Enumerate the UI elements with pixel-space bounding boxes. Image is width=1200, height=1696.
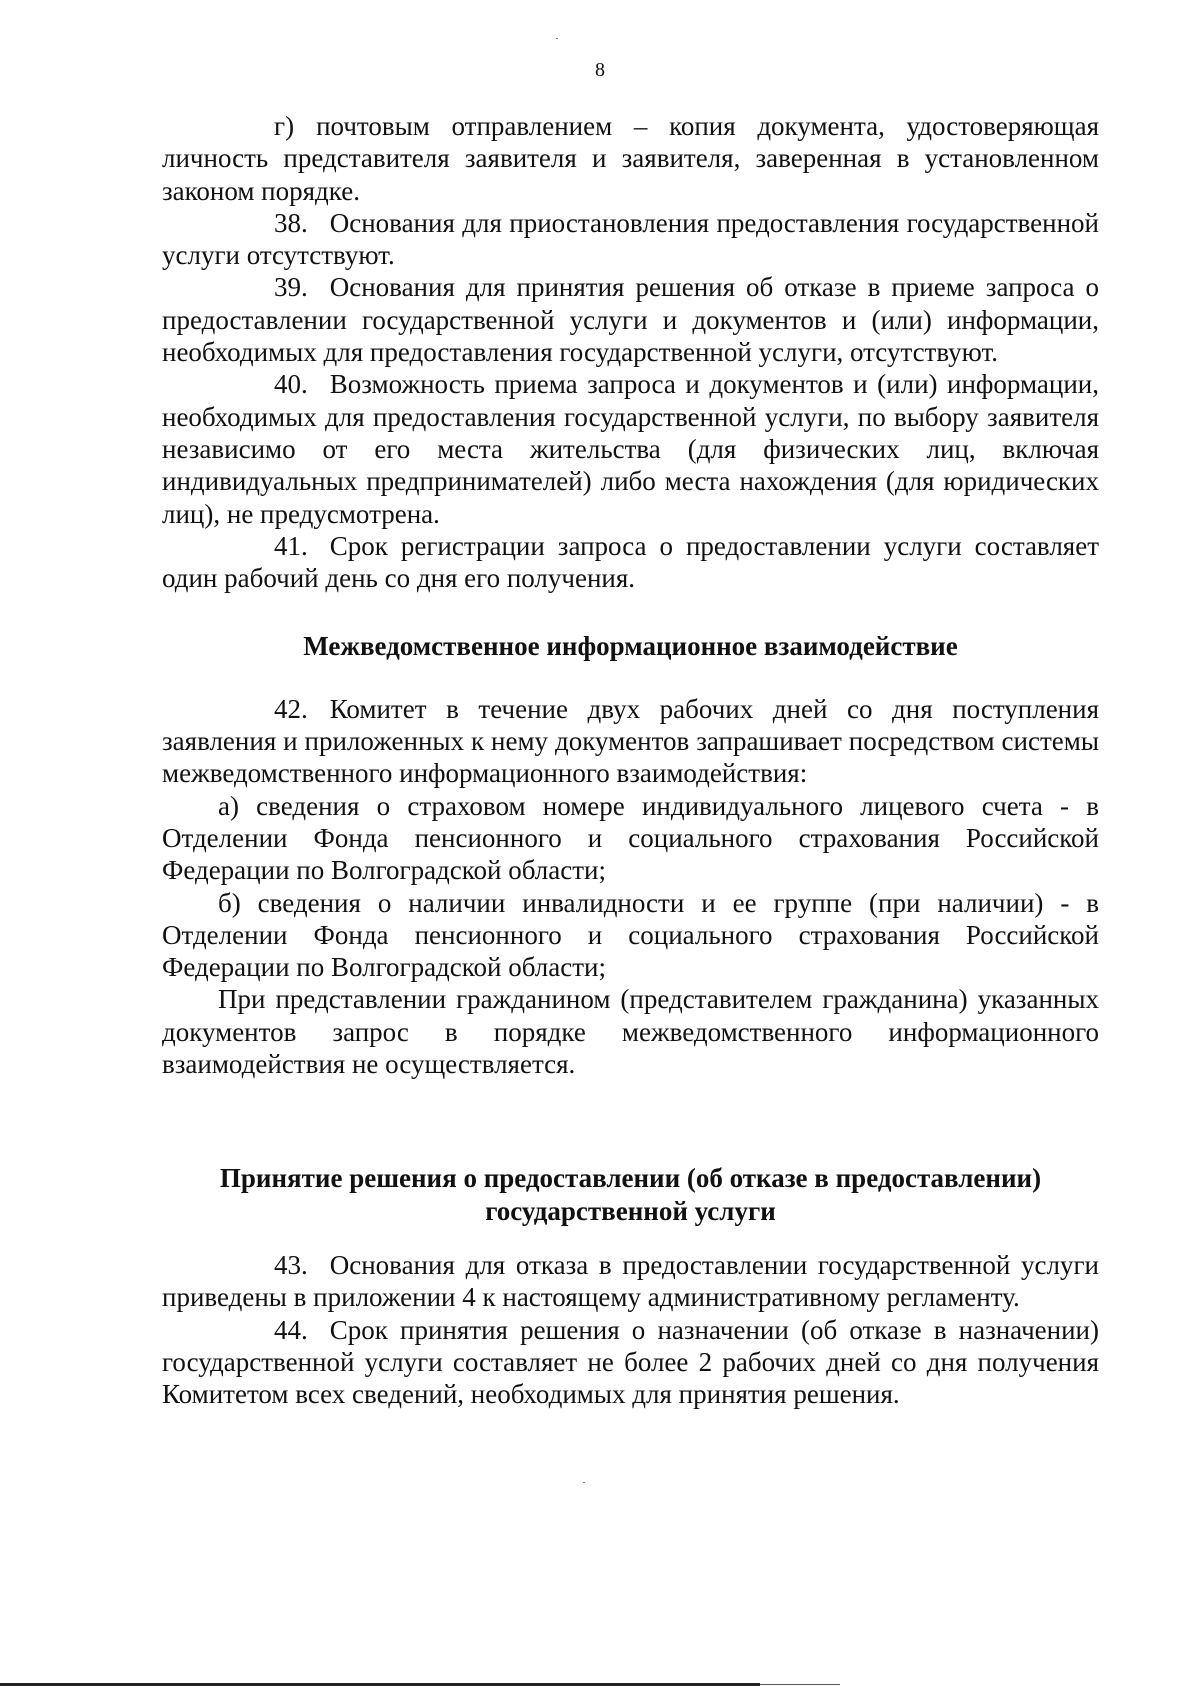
paragraph-number: 42.	[274, 693, 308, 724]
paragraph-38	[162, 207, 1099, 272]
paragraph-g	[162, 110, 1099, 207]
paragraph-41	[162, 530, 1099, 595]
heading-line-2: государственной услуги	[485, 1195, 776, 1226]
paragraph-text: Основания для принятия решения об отказе в приеме запроса о предоставлении государственной услуги и документов и (или) информации, необходимых для предоставления государственной услуги, отсутствуют.	[162, 272, 1099, 368]
paragraph-42-b: б) сведения о наличии инвалидности и ее группе (при наличии) - в Отделении Фонда пенсионного и социального страхования Российской Федерации по Волгоградской области;	[162, 887, 1099, 983]
paragraph-text: Комитет в течение двух рабочих дней со дня поступления заявления и приложенных к нему документов запрашивает посредством системы межведомственного информационного взаимодействия:	[162, 693, 1099, 789]
paragraph-number: 44.	[274, 1314, 308, 1345]
paragraph-label: г)	[274, 111, 295, 141]
paragraph-number: 39.	[274, 272, 308, 303]
paragraph-42	[162, 693, 1099, 790]
paragraph-42-note: При представлении гражданином (представителем гражданина) указанных документов запрос в порядке межведомственного информационного взаимодействия не осуществляется.	[162, 984, 1099, 1080]
paragraph-number: 43.	[274, 1249, 308, 1280]
section-heading-decision	[162, 1162, 1099, 1227]
scan-speck	[556, 38, 558, 39]
paragraph-43	[162, 1249, 1099, 1314]
paragraph-39	[162, 271, 1099, 368]
scan-edge-line	[0, 1683, 760, 1686]
paragraph-number: 41.	[274, 530, 308, 561]
paragraph-number: 38.	[274, 207, 308, 238]
scan-edge-line-thin	[760, 1684, 840, 1685]
paragraph-text: Основания для приостановления предоставления государственной услуги отсутствуют.	[162, 207, 1099, 271]
paragraph-number: 40.	[274, 369, 308, 400]
paragraph-text: почтовым отправлением – копия документа, удостоверяющая личность представителя заявителя и заявителя, заверенная в установленном законом порядке.	[162, 111, 1099, 206]
paragraph-42-a: а) сведения о страховом номере индивидуального лицевого счета - в Отделении Фонда пенсионного и социального страхования Российской Федерации по Волгоградской области;	[162, 790, 1099, 886]
section-heading-interagency: Межведомственное информационное взаимодействие	[303, 631, 958, 662]
paragraph-text: Возможность приема запроса и документов и (или) информации, необходимых для предоставления государственной услуги, по выбору заявителя независимо от его места жительства (для физических лиц, включая индивидуальных предпринимателей) либо места нахождения (для юридических лиц), не предусмотрена.	[162, 369, 1099, 529]
document-body	[162, 110, 1099, 1410]
paragraph-text: Срок регистрации запроса о предоставлении услуги составляет один рабочий день со дня его получения.	[162, 530, 1099, 594]
paragraph-text: Срок принятия решения о назначении (об отказе в назначении) государственной услуги составляет не более 2 рабочих дней со дня получения Комитетом всех сведений, необходимых для принятия решения.	[162, 1314, 1099, 1410]
paragraph-40	[162, 368, 1099, 529]
page-number: 8	[595, 59, 605, 81]
scan-speck	[583, 1482, 585, 1483]
heading-line-1: Принятие решения о предоставлении (об отказе в предоставлении)	[219, 1163, 1042, 1194]
paragraph-text: Основания для отказа в предоставлении государственной услуги приведены в приложении 4 к настоящему административному регламенту.	[162, 1249, 1099, 1313]
paragraph-44	[162, 1314, 1099, 1411]
